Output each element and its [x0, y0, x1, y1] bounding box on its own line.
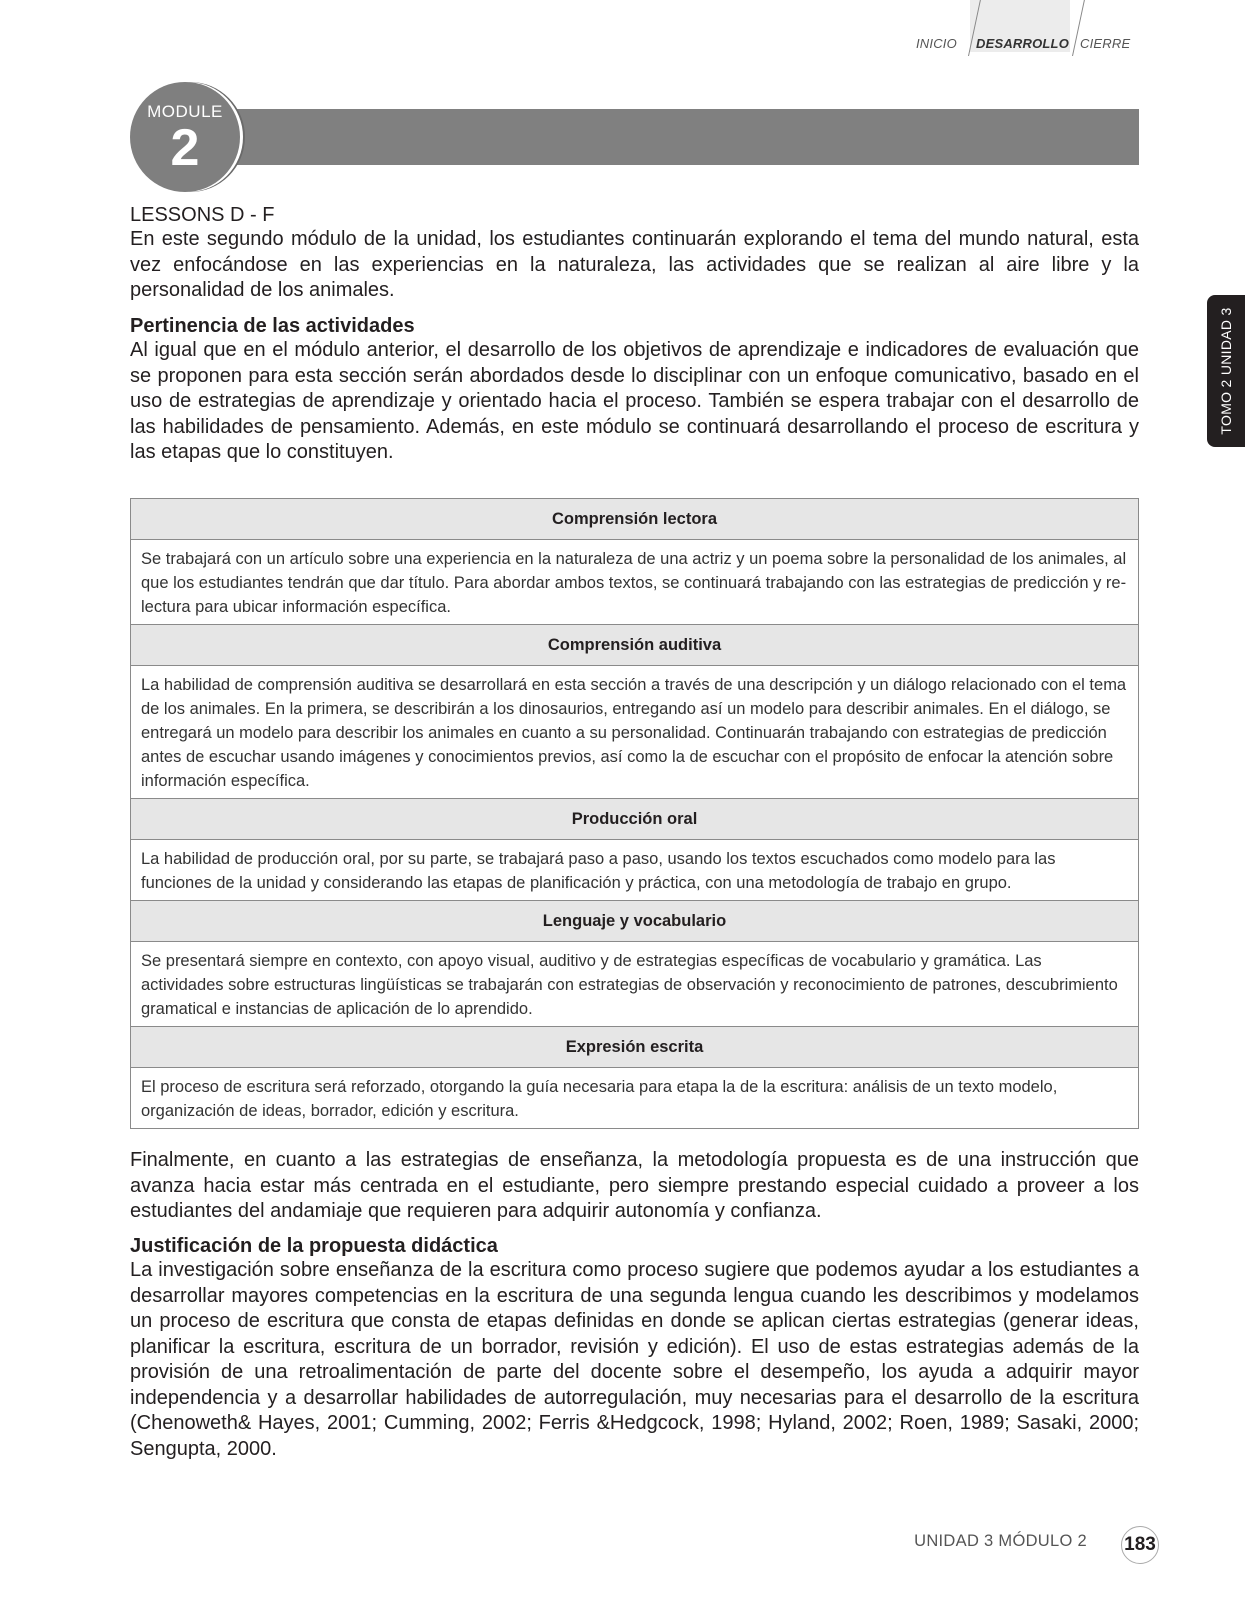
- pertinencia-text: Al igual que en el módulo anterior, el desarrollo de los objetivos de aprendizaje e indicadores de evaluación que se proponen para esta sección serán abordados desde lo disciplinar con un enfoque comunicativo, basado en el uso de estrategias de aprendizaje y orientado hacia el proceso. También se espera trabajar con el desarrollo de las habilidades de pensamiento. Además, en este módulo se continuará desarrollando el proceso de escritura y las etapas que lo constituyen.: [130, 339, 1139, 463]
- pertinencia-title: Pertinencia de las actividades: [130, 315, 415, 337]
- module-banner: [225, 109, 1139, 165]
- table-body-comprension-auditiva: La habilidad de comprensión auditiva se desarrollará en esta sección a través de una descripción y un diálogo relacionado con el tema de los animales. En la primera, se describirán a los dinosaurios, entregando así un modelo para describir animales. En el diálogo, se entregará un modelo para describir los animales en cuanto a su personalidad. Continuarán trabajando con estrategias de predicción antes de escuchar usando imágenes y conocimientos previos, así como la de escuchar con el propósito de enfocar la atención sobre información específica.: [131, 666, 1138, 799]
- table-header-produccion-oral: Producción oral: [131, 799, 1138, 840]
- justificacion-text: La investigación sobre enseñanza de la escritura como proceso sugiere que podemos ayudar a los estudiantes a desarrollar mayores competencias en la escritura de una segunda lengua cuando les describimos y modelamos un proceso de escritura que consta de etapas definidas en donde se aplican ciertas estrategias (generar ideas, planificar la escritura, escritura de un borrador, revisión y edición). El uso de estas estrategias además de la provisión de una retroalimentación de parte del docente sobre el desempeño, los ayuda a adquirir mayor independencia y a desarrollar habilidades de autorregulación, muy necesarias para el desarrollo de la escritura (Chenoweth& Hayes, 2001; Cumming, 2002; Ferris &Hedgcock, 1998; Hyland, 2002; Roen, 1989; Sasaki, 2000; Sengupta, 2000.: [130, 1259, 1139, 1460]
- justificacion-section: [130, 1234, 1139, 1462]
- module-number: 2: [170, 119, 200, 177]
- section-nav: [900, 0, 1140, 56]
- finalmente-section: [130, 1148, 1139, 1225]
- table-body-produccion-oral: La habilidad de producción oral, por su parte, se trabajará paso a paso, usando los textos escuchados como modelo para las funciones de la unidad y considerando las etapas de planificación y práctica, con una metodología de trabajo en grupo.: [131, 840, 1138, 901]
- table-header-lenguaje-vocabulario: Lenguaje y vocabulario: [131, 901, 1138, 942]
- table-body-comprension-lectora: Se trabajará con un artículo sobre una experiencia en la naturaleza de una actriz y un poema sobre la personalidad de los animales, al que los estudiantes tendrán que dar título. Para abordar ambos textos, se continuará trabajando con las estrategias de predicción y re-lectura para ubicar información específica.: [131, 540, 1138, 625]
- skills-table: [130, 498, 1139, 1129]
- justificacion-title: Justificación de la propuesta didáctica: [130, 1235, 498, 1257]
- finalmente-text: Finalmente, en cuanto a las estrategias de enseñanza, la metodología propuesta es de una instrucción que avanza hacia estar más centrada en el estudiante, pero siempre prestando especial cuidado a proveer a los estudiantes del andamiaje que requieren para adquirir autonomía y confianza.: [130, 1149, 1139, 1222]
- nav-item-desarrollo: DESARROLLO: [976, 36, 1069, 51]
- side-tab: [1207, 295, 1245, 447]
- module-badge: [130, 82, 240, 192]
- nav-item-inicio: INICIO: [916, 36, 957, 51]
- table-body-lenguaje-vocabulario: Se presentará siempre en contexto, con apoyo visual, auditivo y de estrategias específicas de vocabulario y gramática. Las actividades sobre estructuras lingüísticas se trabajarán con estrategias de observación y reconocimiento de patrones, descubrimiento gramatical e instancias de aplicación de lo aprendido.: [131, 942, 1138, 1027]
- table-header-comprension-auditiva: Comprensión auditiva: [131, 625, 1138, 666]
- side-tab-label: TOMO 2 UNIDAD 3: [1218, 307, 1234, 435]
- table-body-expresion-escrita: El proceso de escritura será reforzado, otorgando la guía necesaria para etapa la de la escritura: análisis de un texto modelo, organización de ideas, borrador, edición y escritura.: [141, 1078, 1058, 1120]
- table-header-expresion-escrita: Expresión escrita: [131, 1027, 1138, 1068]
- lessons-text: En este segundo módulo de la unidad, los estudiantes continuarán explorando el tema del mundo natural, esta vez enfocándose en las experiencias en la naturaleza, las actividades que se realizan al aire libre y la personalidad de los animales.: [130, 228, 1139, 301]
- pertinencia-section: [130, 314, 1139, 466]
- footer-label: UNIDAD 3 MÓDULO 2: [914, 1532, 1087, 1550]
- lessons-title: LESSONS D - F: [130, 204, 275, 226]
- module-label: MODULE: [147, 102, 223, 121]
- table-header-comprension-lectora: Comprensión lectora: [131, 499, 1138, 540]
- nav-item-cierre: CIERRE: [1080, 36, 1131, 51]
- page-number: 183: [1121, 1526, 1159, 1564]
- lessons-section: [130, 203, 1139, 304]
